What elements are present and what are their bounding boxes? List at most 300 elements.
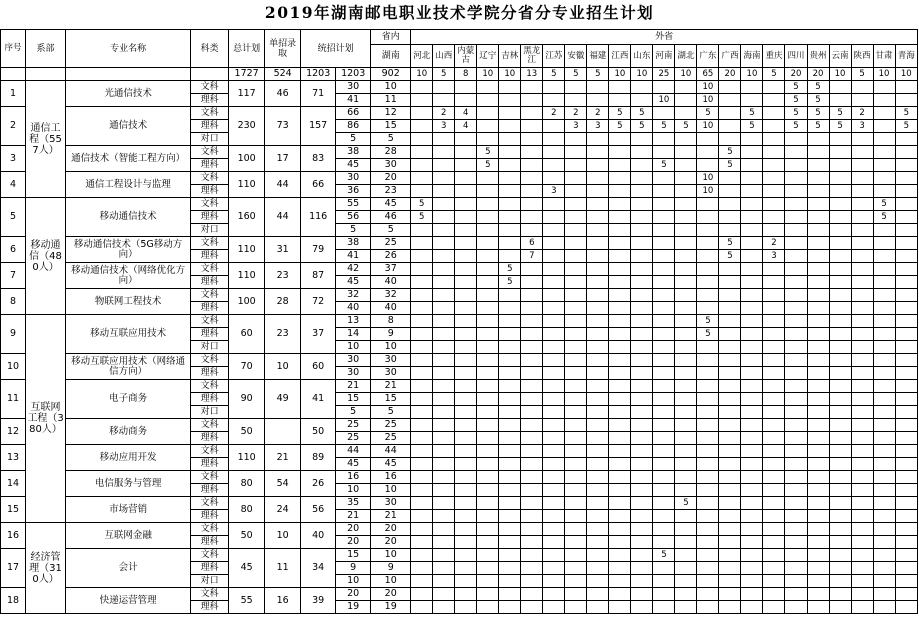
province-value <box>587 380 609 393</box>
province-value <box>785 601 807 614</box>
province-value: 5 <box>719 237 741 250</box>
province-value <box>741 419 763 432</box>
province-value <box>851 276 873 289</box>
province-value <box>873 81 895 94</box>
province-value: 5 <box>697 328 719 341</box>
major-total: 117 <box>229 81 265 107</box>
hunan-plan: 45 <box>371 198 411 211</box>
province-value <box>807 601 829 614</box>
total-province-value: 8 <box>455 68 477 81</box>
province-value <box>763 263 785 276</box>
subject-type: 文科 <box>191 523 229 536</box>
province-value <box>741 289 763 302</box>
subject-type: 文科 <box>191 315 229 328</box>
province-value <box>609 146 631 159</box>
province-value <box>565 510 587 523</box>
province-value <box>851 471 873 484</box>
province-value <box>433 445 455 458</box>
province-value <box>587 575 609 588</box>
major-total: 60 <box>229 315 265 354</box>
subject-type: 理科 <box>191 601 229 614</box>
province-value <box>565 471 587 484</box>
header-danzhao: 单招录取 <box>265 30 301 68</box>
major-total: 230 <box>229 107 265 146</box>
province-value <box>565 198 587 211</box>
province-value <box>499 315 521 328</box>
province-value <box>653 497 675 510</box>
province-value <box>741 458 763 471</box>
province-value <box>565 445 587 458</box>
province-value <box>851 562 873 575</box>
province-value <box>741 172 763 185</box>
province-value <box>829 81 851 94</box>
province-value <box>785 458 807 471</box>
province-value <box>653 393 675 406</box>
hunan-plan: 30 <box>371 159 411 172</box>
major-total: 55 <box>229 588 265 614</box>
province-value <box>829 458 851 471</box>
province-value <box>521 354 543 367</box>
province-value: 5 <box>697 107 719 120</box>
subject-type: 文科 <box>191 263 229 276</box>
province-value <box>455 484 477 497</box>
tongzhao-plan: 14 <box>336 328 371 341</box>
province-value <box>741 146 763 159</box>
province-value <box>499 172 521 185</box>
subject-type: 文科 <box>191 419 229 432</box>
province-value <box>873 328 895 341</box>
province-value <box>477 523 499 536</box>
province-value <box>411 81 433 94</box>
province-header: 甘肃 <box>873 45 895 68</box>
province-header: 云南 <box>829 45 851 68</box>
province-value <box>565 224 587 237</box>
province-value <box>433 367 455 380</box>
province-value <box>631 406 653 419</box>
province-value <box>829 536 851 549</box>
province-header: 山西 <box>433 45 455 68</box>
tongzhao-plan: 19 <box>336 601 371 614</box>
province-value <box>741 263 763 276</box>
province-value <box>741 393 763 406</box>
province-value <box>565 341 587 354</box>
hunan-plan: 11 <box>371 94 411 107</box>
province-value <box>675 328 697 341</box>
province-value <box>477 341 499 354</box>
province-value <box>477 484 499 497</box>
province-value <box>851 523 873 536</box>
province-value <box>565 133 587 146</box>
province-value <box>499 302 521 315</box>
province-value <box>543 510 565 523</box>
province-value <box>411 601 433 614</box>
province-value <box>609 601 631 614</box>
province-value <box>895 198 917 211</box>
province-value <box>477 211 499 224</box>
province-value <box>587 328 609 341</box>
major-name: 通信工程设计与监理 <box>66 172 191 198</box>
province-value <box>895 471 917 484</box>
province-value <box>631 146 653 159</box>
province-value <box>477 588 499 601</box>
province-value <box>455 94 477 107</box>
province-value <box>873 406 895 419</box>
province-value <box>609 172 631 185</box>
major-tongzhao: 34 <box>301 549 336 588</box>
table-row <box>1 107 918 120</box>
province-value <box>785 445 807 458</box>
province-value <box>829 289 851 302</box>
province-value <box>719 432 741 445</box>
province-value <box>873 224 895 237</box>
province-value <box>719 302 741 315</box>
province-value <box>477 406 499 419</box>
province-value <box>455 367 477 380</box>
province-value: 5 <box>609 120 631 133</box>
tongzhao-plan: 10 <box>336 575 371 588</box>
subject-type: 理科 <box>191 562 229 575</box>
total-tongzhao: 1203 <box>301 68 336 81</box>
province-value <box>741 133 763 146</box>
province-value <box>631 328 653 341</box>
province-value <box>851 185 873 198</box>
province-value <box>631 211 653 224</box>
province-value <box>455 510 477 523</box>
province-value: 2 <box>587 107 609 120</box>
province-value <box>829 419 851 432</box>
subject-type: 文科 <box>191 81 229 94</box>
province-value <box>565 393 587 406</box>
tongzhao-plan: 25 <box>336 419 371 432</box>
province-value <box>829 94 851 107</box>
province-value <box>873 471 895 484</box>
province-value <box>653 432 675 445</box>
hunan-plan: 28 <box>371 146 411 159</box>
province-value <box>675 562 697 575</box>
province-value <box>719 380 741 393</box>
subject-type: 理科 <box>191 185 229 198</box>
province-value: 5 <box>653 159 675 172</box>
province-value: 5 <box>719 159 741 172</box>
province-value <box>455 263 477 276</box>
province-value <box>587 185 609 198</box>
province-value <box>477 497 499 510</box>
total-province-value: 10 <box>741 68 763 81</box>
province-value <box>895 497 917 510</box>
province-value <box>543 341 565 354</box>
province-value <box>499 471 521 484</box>
province-value <box>477 354 499 367</box>
province-value <box>719 211 741 224</box>
hunan-plan: 20 <box>371 536 411 549</box>
province-value: 5 <box>807 81 829 94</box>
province-value <box>763 601 785 614</box>
major-name: 会计 <box>66 549 191 588</box>
province-value <box>587 81 609 94</box>
province-value <box>521 224 543 237</box>
major-total: 110 <box>229 172 265 198</box>
province-value <box>653 302 675 315</box>
department-name: 通信工程（557人） <box>26 81 66 198</box>
province-value <box>631 237 653 250</box>
hunan-plan: 16 <box>371 471 411 484</box>
major-tongzhao: 71 <box>301 81 336 107</box>
subject-type: 文科 <box>191 354 229 367</box>
province-value <box>873 94 895 107</box>
province-value <box>785 224 807 237</box>
province-value <box>543 250 565 263</box>
province-value <box>433 484 455 497</box>
province-value: 5 <box>653 549 675 562</box>
hunan-plan: 37 <box>371 263 411 276</box>
province-value <box>631 536 653 549</box>
province-value: 5 <box>609 107 631 120</box>
province-value <box>433 302 455 315</box>
major-danzhao: 54 <box>265 471 301 497</box>
tongzhao-plan: 10 <box>336 341 371 354</box>
province-value <box>829 510 851 523</box>
province-value <box>675 276 697 289</box>
major-name: 通信技术 <box>66 107 191 146</box>
province-value <box>499 289 521 302</box>
subject-type: 理科 <box>191 484 229 497</box>
province-value <box>455 354 477 367</box>
province-value <box>631 549 653 562</box>
province-value <box>433 250 455 263</box>
province-value <box>499 549 521 562</box>
major-name: 移动通信技术（网络优化方向） <box>66 263 191 289</box>
province-value: 5 <box>697 315 719 328</box>
province-value <box>499 120 521 133</box>
province-value <box>895 419 917 432</box>
major-danzhao: 28 <box>265 289 301 315</box>
province-value <box>873 419 895 432</box>
province-value <box>565 159 587 172</box>
province-value <box>763 224 785 237</box>
province-value <box>433 354 455 367</box>
province-value <box>807 393 829 406</box>
major-tongzhao: 41 <box>301 380 336 419</box>
province-value <box>411 276 433 289</box>
province-value <box>411 458 433 471</box>
province-value <box>873 523 895 536</box>
province-value <box>609 562 631 575</box>
province-value <box>741 523 763 536</box>
total-province-value: 13 <box>521 68 543 81</box>
province-value <box>675 484 697 497</box>
province-value <box>631 471 653 484</box>
major-total: 90 <box>229 380 265 419</box>
province-value <box>873 380 895 393</box>
province-value <box>477 263 499 276</box>
province-value <box>829 146 851 159</box>
province-value <box>411 302 433 315</box>
province-value: 10 <box>697 185 719 198</box>
province-value <box>763 575 785 588</box>
province-value <box>411 289 433 302</box>
province-value <box>697 432 719 445</box>
table-row <box>1 354 918 367</box>
province-value <box>433 419 455 432</box>
province-value <box>433 575 455 588</box>
province-value: 5 <box>741 120 763 133</box>
province-value: 3 <box>587 120 609 133</box>
province-value <box>631 133 653 146</box>
province-value <box>675 159 697 172</box>
province-value <box>411 380 433 393</box>
province-value <box>763 562 785 575</box>
province-value <box>763 445 785 458</box>
province-value <box>477 471 499 484</box>
province-value <box>609 536 631 549</box>
province-value <box>411 432 433 445</box>
total-province-value: 10 <box>675 68 697 81</box>
major-name: 光通信技术 <box>66 81 191 107</box>
province-value: 5 <box>807 94 829 107</box>
province-value <box>455 406 477 419</box>
tongzhao-plan: 45 <box>336 458 371 471</box>
province-header: 河南 <box>653 45 675 68</box>
province-value <box>455 276 477 289</box>
province-value <box>807 406 829 419</box>
province-value <box>543 211 565 224</box>
province-value <box>851 133 873 146</box>
province-value <box>719 406 741 419</box>
province-value <box>477 549 499 562</box>
province-value <box>477 276 499 289</box>
tongzhao-plan: 38 <box>336 146 371 159</box>
province-value <box>873 458 895 471</box>
province-value <box>477 328 499 341</box>
major-danzhao <box>265 419 301 445</box>
province-value <box>609 588 631 601</box>
hunan-plan: 19 <box>371 601 411 614</box>
subject-type: 理科 <box>191 328 229 341</box>
province-value <box>895 380 917 393</box>
hunan-plan: 25 <box>371 237 411 250</box>
province-value: 5 <box>411 211 433 224</box>
province-value <box>433 172 455 185</box>
province-value <box>543 302 565 315</box>
province-value <box>631 458 653 471</box>
province-value <box>829 601 851 614</box>
province-value <box>807 328 829 341</box>
province-value <box>851 81 873 94</box>
province-value <box>741 81 763 94</box>
province-value <box>895 250 917 263</box>
province-value <box>719 315 741 328</box>
province-value <box>499 211 521 224</box>
province-value <box>807 562 829 575</box>
province-value <box>741 341 763 354</box>
province-value <box>895 172 917 185</box>
province-value <box>565 146 587 159</box>
province-value <box>609 328 631 341</box>
province-value <box>433 471 455 484</box>
province-value <box>433 497 455 510</box>
province-value: 5 <box>741 107 763 120</box>
hunan-plan: 45 <box>371 458 411 471</box>
major-seq: 6 <box>1 237 26 263</box>
province-value <box>609 237 631 250</box>
province-value <box>785 172 807 185</box>
province-value <box>807 198 829 211</box>
province-value <box>719 289 741 302</box>
province-value <box>587 146 609 159</box>
province-value <box>609 302 631 315</box>
province-value: 5 <box>653 120 675 133</box>
province-value <box>433 562 455 575</box>
province-value <box>763 380 785 393</box>
province-value <box>873 276 895 289</box>
province-value <box>455 562 477 575</box>
major-danzhao: 10 <box>265 354 301 380</box>
province-value <box>609 445 631 458</box>
province-value <box>873 445 895 458</box>
subject-type: 文科 <box>191 107 229 120</box>
province-value <box>609 224 631 237</box>
province-value <box>587 250 609 263</box>
province-value <box>697 211 719 224</box>
province-value <box>521 81 543 94</box>
province-value <box>675 185 697 198</box>
province-value <box>719 393 741 406</box>
province-header: 吉林 <box>499 45 521 68</box>
province-value <box>411 575 433 588</box>
province-value <box>565 562 587 575</box>
tongzhao-plan: 45 <box>336 159 371 172</box>
subject-type: 文科 <box>191 380 229 393</box>
province-value: 2 <box>851 107 873 120</box>
province-value <box>719 562 741 575</box>
province-value <box>499 562 521 575</box>
province-value <box>829 263 851 276</box>
tongzhao-plan: 9 <box>336 562 371 575</box>
province-value <box>675 146 697 159</box>
province-value <box>807 224 829 237</box>
province-value <box>631 393 653 406</box>
province-value <box>763 523 785 536</box>
province-value <box>873 341 895 354</box>
province-value <box>411 328 433 341</box>
province-header: 黑龙江 <box>521 45 543 68</box>
province-value <box>785 393 807 406</box>
major-total: 100 <box>229 289 265 315</box>
province-value <box>543 471 565 484</box>
province-value <box>587 484 609 497</box>
province-value <box>741 159 763 172</box>
province-value <box>433 406 455 419</box>
province-value <box>697 601 719 614</box>
province-value <box>785 159 807 172</box>
province-value <box>609 276 631 289</box>
major-name: 移动互联应用技术（网络通信方向） <box>66 354 191 380</box>
province-value <box>455 601 477 614</box>
province-value <box>697 445 719 458</box>
major-tongzhao: 87 <box>301 263 336 289</box>
province-value <box>587 302 609 315</box>
province-value <box>609 575 631 588</box>
province-value <box>543 354 565 367</box>
province-value <box>719 510 741 523</box>
province-value <box>477 250 499 263</box>
province-value <box>873 354 895 367</box>
province-value: 10 <box>697 81 719 94</box>
province-value <box>609 497 631 510</box>
department-name: 经济管理（310人） <box>26 523 66 614</box>
province-value <box>477 380 499 393</box>
province-value <box>741 198 763 211</box>
